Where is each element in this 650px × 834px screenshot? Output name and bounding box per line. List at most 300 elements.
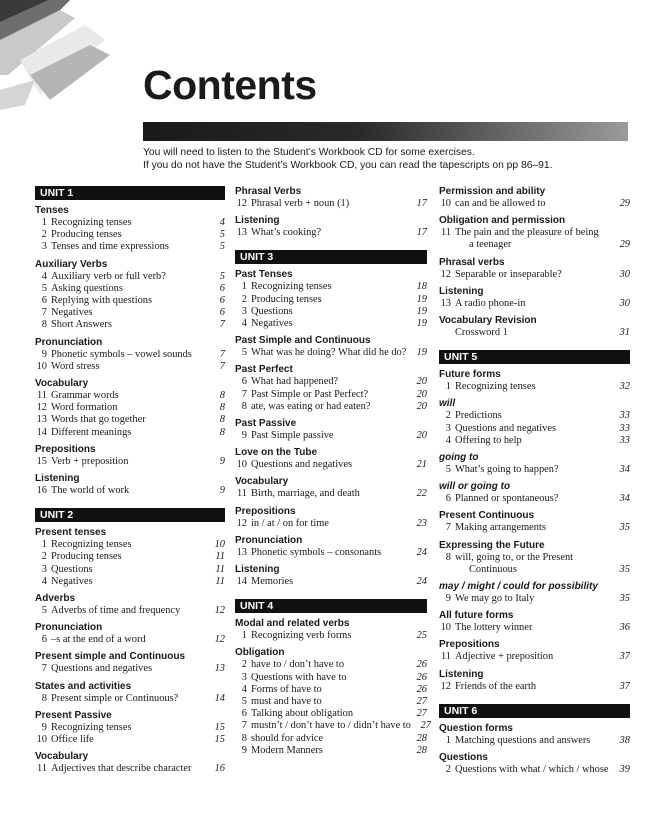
section-heading: Prepositions: [439, 639, 500, 651]
entry-title-line: The lottery winner: [455, 622, 533, 634]
toc-entry[interactable]: [35, 564, 225, 576]
entry-page-number: 5: [219, 229, 225, 241]
entry-number: 2: [445, 410, 451, 422]
toc-section: [439, 398, 630, 447]
toc-section: [35, 751, 225, 775]
entry-number: 7: [241, 720, 247, 732]
entry-page-number: 26: [416, 671, 427, 683]
toc-entry[interactable]: [35, 283, 225, 295]
entry-title: [251, 294, 407, 306]
entry-title-line: Adverbs of time and frequency: [51, 605, 181, 617]
entry-title: [251, 401, 407, 413]
entry-title-line: should for advice: [251, 732, 324, 744]
toc-entry[interactable]: [439, 227, 630, 251]
entry-title-line: will, going to, or the Present: [455, 551, 574, 563]
toc-section: [35, 259, 225, 332]
section-heading: Expressing the Future: [439, 539, 545, 551]
entry-page-number: 22: [416, 488, 427, 500]
toc-entry[interactable]: [35, 427, 225, 439]
toc-entry[interactable]: [439, 198, 630, 210]
entry-number: 9: [445, 593, 451, 605]
section-heading: Future forms: [439, 369, 501, 381]
entry-title: [251, 733, 407, 745]
intro-text: [143, 146, 552, 172]
entry-title-line: Recognizing tenses: [51, 217, 132, 228]
section-heading: Obligation: [235, 647, 285, 659]
entry-page-number: 37: [619, 680, 630, 692]
entry-title-line: Producing tenses: [51, 551, 122, 563]
toc-section: [35, 444, 225, 468]
entry-title: [455, 464, 610, 476]
entry-title-line: Negatives: [251, 318, 293, 330]
entry-title: [251, 630, 407, 642]
toc-section: [439, 610, 630, 634]
entry-title-line: Grammar words: [51, 390, 119, 402]
entry-number: 12: [440, 680, 451, 692]
entry-title-line: ate, was eating or had eaten?: [251, 400, 371, 412]
toc-section: [439, 669, 630, 693]
entry-page-number: 28: [416, 744, 427, 756]
entry-page-number: 35: [619, 522, 630, 534]
toc-entry[interactable]: [235, 347, 427, 359]
unit-5-header: UNIT 5: [439, 350, 630, 364]
entry-title: [51, 361, 205, 373]
entry-title-line: Questions with what / which / whose: [455, 764, 609, 776]
entry-page-number: 7: [219, 319, 225, 331]
entry-page-number: 33: [619, 410, 630, 422]
entry-page-number: 8: [219, 402, 225, 414]
entry-title: [251, 696, 407, 708]
entry-page-number: 30: [619, 268, 630, 280]
entry-page-number: 25: [416, 630, 427, 642]
unit-4-header: UNIT 4: [235, 599, 427, 613]
section-heading: Present Passive: [35, 709, 112, 721]
toc-entry[interactable]: [235, 318, 427, 330]
entry-title: [51, 693, 205, 705]
toc-entry[interactable]: [235, 708, 427, 720]
entry-title-line: Phonetic symbols – consonants: [251, 546, 382, 558]
toc-entry[interactable]: [235, 659, 427, 671]
toc-section: [439, 452, 630, 476]
entry-number: 8: [241, 732, 247, 744]
entry-number: 2: [41, 551, 47, 563]
entry-number: 4: [241, 318, 247, 330]
entry-number: 7: [41, 307, 47, 319]
entry-title-line: Asking questions: [51, 282, 123, 294]
entry-page-number: 34: [619, 493, 630, 505]
toc-entry[interactable]: [235, 389, 427, 401]
toc-entry[interactable]: [235, 630, 427, 642]
toc-entry[interactable]: [35, 319, 225, 331]
entry-number: 8: [41, 692, 47, 704]
entry-page-number: 10: [214, 539, 225, 551]
toc-entry[interactable]: [439, 269, 630, 281]
section-heading: Listening: [235, 564, 280, 576]
entry-page-number: 37: [619, 651, 630, 663]
entry-number: 9: [41, 348, 47, 360]
entry-title-line: Planned or spontaneous?: [455, 493, 559, 505]
entry-title-line: Continuous: [469, 563, 517, 575]
toc-entry[interactable]: [35, 576, 225, 588]
toc-entry[interactable]: [35, 734, 225, 746]
entry-title: [251, 659, 407, 671]
entry-title-line: Crossword 1: [455, 327, 508, 339]
entry-number: 6: [445, 493, 451, 505]
toc-entry[interactable]: [235, 518, 427, 530]
entry-number: 10: [440, 198, 451, 209]
entry-number: 10: [36, 734, 47, 746]
entry-number: 4: [41, 575, 47, 587]
entry-number: 2: [241, 659, 247, 671]
entry-title-line: Verb + preposition: [51, 455, 129, 467]
entry-title-line: Past Simple or Past Perfect?: [251, 388, 369, 400]
entry-number: 3: [41, 241, 47, 253]
entry-title-line: Negatives: [51, 307, 93, 319]
entry-title: [251, 672, 407, 684]
entry-title: [51, 307, 205, 319]
toc-entry[interactable]: [439, 423, 630, 435]
section-heading: Listening: [439, 285, 484, 297]
entry-title: [455, 651, 610, 663]
entry-title: [51, 734, 205, 746]
entry-page-number: 8: [219, 414, 225, 426]
entry-number: 11: [36, 763, 47, 775]
entry-title: [455, 298, 610, 310]
entry-number: 5: [241, 347, 247, 359]
toc-entry[interactable]: [35, 485, 225, 497]
toc-section: [439, 581, 630, 605]
toc-entry[interactable]: [235, 547, 427, 559]
entry-number: 11: [236, 488, 247, 500]
entry-title-line: Different meanings: [51, 426, 132, 438]
toc-entry[interactable]: [235, 306, 427, 318]
toc-section: [235, 564, 427, 588]
section-heading: Past Passive: [235, 418, 297, 430]
entry-title: [51, 283, 205, 295]
section-heading: Tenses: [35, 205, 69, 216]
entry-title-line: Recognizing tenses: [251, 281, 332, 293]
toc-entry[interactable]: [35, 390, 225, 402]
entry-title-line: Questions and negatives: [51, 663, 152, 675]
entry-page-number: 19: [416, 347, 427, 359]
entry-title: [455, 764, 610, 776]
toc-column-3: [439, 186, 630, 776]
entry-title: [51, 485, 205, 497]
entry-page-number: 24: [416, 546, 427, 558]
entry-title-line: Questions: [251, 305, 293, 317]
entry-number: 13: [36, 414, 47, 426]
entry-page-number: 17: [416, 227, 427, 239]
toc-entry[interactable]: [235, 696, 427, 708]
toc-entry[interactable]: [439, 410, 630, 422]
entry-page-number: 7: [219, 348, 225, 360]
entry-title: [251, 745, 407, 757]
toc-entry[interactable]: [35, 634, 225, 646]
entry-title-line: Questions with have to: [251, 671, 347, 683]
section-heading: Auxiliary Verbs: [35, 258, 108, 270]
entry-title: [51, 456, 205, 468]
toc-section: [439, 639, 630, 663]
entry-number: 5: [41, 605, 47, 617]
toc-entry[interactable]: [235, 488, 427, 500]
entry-title: [251, 430, 407, 442]
entry-title-line: What’s cooking?: [251, 227, 322, 239]
section-heading: Vocabulary: [35, 751, 89, 763]
toc-entry[interactable]: [439, 593, 630, 605]
entry-number: 9: [241, 744, 247, 756]
toc-entry[interactable]: [439, 493, 630, 505]
entry-page-number: 9: [219, 485, 225, 497]
entry-page-number: 12: [214, 634, 225, 646]
toc-entry[interactable]: [35, 414, 225, 426]
entry-title: [251, 576, 407, 588]
toc-entry[interactable]: [235, 281, 427, 293]
toc-entry[interactable]: [35, 229, 225, 241]
entry-title-line: Producing tenses: [51, 229, 122, 241]
section-heading: Past Perfect: [235, 364, 293, 376]
entry-title-line: Word stress: [51, 360, 100, 372]
entry-title: [455, 227, 610, 251]
section-heading: Prepositions: [235, 505, 296, 517]
entry-title: [251, 198, 407, 210]
toc-entry[interactable]: [35, 241, 225, 253]
section-heading: All future forms: [439, 610, 514, 622]
entry-title-line: Phonetic symbols – vowel sounds: [51, 348, 192, 360]
entry-page-number: 19: [416, 305, 427, 317]
entry-page-number: 29: [619, 239, 630, 251]
section-heading: States and activities: [35, 680, 132, 692]
entry-title-line: Birth, marriage, and death: [251, 488, 360, 500]
entry-page-number: 35: [619, 593, 630, 605]
toc-entry[interactable]: [35, 271, 225, 283]
entry-page-number: 21: [416, 459, 427, 471]
entry-number: 3: [41, 563, 47, 575]
toc-section: [35, 205, 225, 254]
entry-page-number: 6: [219, 307, 225, 319]
toc-entry[interactable]: [235, 459, 427, 471]
toc-section: [35, 473, 225, 497]
toc-entry[interactable]: [439, 522, 630, 534]
entry-title: [251, 720, 411, 732]
toc-entry[interactable]: [439, 464, 630, 476]
entry-title: [51, 427, 205, 439]
toc-section: [439, 186, 630, 210]
toc-entry[interactable]: [235, 376, 427, 388]
section-heading: Phrasal verbs: [439, 256, 505, 268]
entry-number: 10: [36, 360, 47, 372]
entry-number: 11: [36, 390, 47, 402]
entry-title: [51, 605, 205, 617]
entry-page-number: 14: [214, 692, 225, 704]
toc-entry[interactable]: [35, 539, 225, 551]
toc-section: [439, 257, 630, 281]
toc-entry[interactable]: [35, 361, 225, 373]
toc-section: [439, 369, 630, 393]
toc-entry[interactable]: [439, 327, 630, 339]
entry-page-number: 24: [416, 576, 427, 588]
entry-title-line: Questions: [51, 563, 93, 575]
entry-page-number: 27: [416, 708, 427, 720]
entry-title-line: Word formation: [51, 402, 118, 414]
entry-title: [251, 708, 407, 720]
entry-page-number: 26: [416, 659, 427, 671]
entry-number: 16: [36, 485, 47, 497]
toc-section: [235, 447, 427, 471]
entry-title-line: Recognizing verb forms: [251, 630, 352, 642]
entry-number: 2: [445, 764, 451, 776]
section-heading: Permission and ability: [439, 186, 546, 197]
toc-entry[interactable]: [235, 576, 427, 588]
entry-title-line: Making arrangements: [455, 522, 546, 534]
unit-3-header: UNIT 3: [235, 250, 427, 264]
entry-title-line: Short Answers: [51, 319, 112, 331]
section-heading: may / might / could for possibility: [439, 581, 598, 593]
entry-title-line: must and have to: [251, 696, 322, 708]
entry-title: [251, 227, 407, 239]
toc-entry[interactable]: [35, 349, 225, 361]
toc-entry[interactable]: [235, 672, 427, 684]
entry-title-line: Recognizing tenses: [455, 381, 536, 393]
section-heading: Listening: [235, 215, 280, 227]
entry-title-line: Negatives: [51, 575, 93, 587]
intro-line: If you do not have the Student’s Workbook CD, you can read the tapescripts on pp 86–91.: [143, 160, 553, 171]
toc-entry[interactable]: [235, 401, 427, 413]
toc-entry[interactable]: [439, 651, 630, 663]
unit-2-header: UNIT 2: [35, 508, 225, 522]
entry-page-number: 20: [416, 430, 427, 442]
entry-page-number: 34: [619, 464, 630, 476]
entry-title-line: Office life: [51, 734, 94, 746]
toc-entry[interactable]: [439, 381, 630, 393]
entry-title-line: Questions and negatives: [251, 459, 352, 471]
toc-entry[interactable]: [35, 693, 225, 705]
entry-title-line: Questions and negatives: [455, 422, 556, 434]
entry-title: [51, 319, 205, 331]
toc-entry[interactable]: [439, 552, 630, 576]
entry-number: 12: [440, 268, 451, 280]
entry-title-line: Auxiliary verb or full verb?: [51, 270, 166, 282]
toc-entry[interactable]: [35, 722, 225, 734]
toc-entry[interactable]: [35, 456, 225, 468]
toc-section: [35, 527, 225, 588]
toc-entry[interactable]: [35, 307, 225, 319]
entry-page-number: 30: [619, 297, 630, 309]
toc-entry[interactable]: [35, 663, 225, 675]
entry-title: [455, 552, 610, 576]
entry-title-line: Separable or inseparable?: [455, 268, 562, 280]
toc-entry[interactable]: [35, 217, 225, 229]
section-heading: Vocabulary: [35, 378, 89, 390]
entry-title-line: Matching questions and answers: [455, 734, 591, 746]
entry-title: [455, 522, 610, 534]
entry-number: 6: [41, 295, 47, 307]
toc-entry[interactable]: [235, 227, 427, 239]
entry-title: [251, 518, 407, 530]
entry-number: 2: [41, 229, 47, 241]
page-title: Contents: [143, 62, 317, 108]
toc-section: [439, 752, 630, 776]
toc-entry[interactable]: [235, 720, 431, 732]
section-heading: Question forms: [439, 722, 513, 734]
entry-title: [51, 390, 205, 402]
toc-section: [235, 647, 431, 757]
toc-section: [35, 710, 225, 746]
toc-section: [35, 651, 225, 675]
section-heading: Present simple and Continuous: [35, 651, 186, 663]
entry-title: [455, 410, 610, 422]
entry-page-number: 6: [219, 282, 225, 294]
entry-page-number: 31: [619, 327, 630, 339]
entry-title: [51, 763, 205, 775]
toc-section: [235, 215, 427, 239]
entry-title: [51, 564, 205, 576]
toc-entry[interactable]: [35, 605, 225, 617]
toc-entry[interactable]: [439, 735, 630, 747]
section-heading: Past Tenses: [235, 269, 293, 281]
entry-title: [51, 241, 205, 253]
toc-entry[interactable]: [235, 684, 427, 696]
toc-entry[interactable]: [439, 681, 630, 693]
entry-page-number: 27: [416, 696, 427, 708]
toc-entry[interactable]: [35, 295, 225, 307]
toc-entry[interactable]: [235, 430, 427, 442]
toc-entry[interactable]: [235, 733, 427, 745]
section-heading: will: [439, 398, 456, 410]
toc-section: [35, 622, 225, 646]
entry-title: [51, 402, 205, 414]
entry-number: 15: [36, 455, 47, 467]
toc-section: [439, 481, 630, 505]
entry-title: [51, 722, 205, 734]
entry-title-line: a teenager: [469, 239, 512, 251]
entry-title-line: –s at the end of a word: [51, 634, 146, 646]
entry-page-number: 11: [215, 563, 225, 575]
entry-number: 9: [41, 721, 47, 733]
toc-entry[interactable]: [235, 745, 427, 757]
toc-entry[interactable]: [235, 198, 427, 210]
toc-column-1: [35, 186, 225, 775]
entry-title-line: Adjectives that describe character: [51, 763, 192, 775]
entry-title-line: Tenses and time expressions: [51, 241, 169, 253]
entry-number: 12: [36, 402, 47, 414]
toc-entry[interactable]: [35, 551, 225, 563]
entry-title-line: Adjective + preposition: [455, 651, 554, 663]
toc-entry[interactable]: [235, 294, 427, 306]
entry-title: [51, 576, 205, 588]
section-heading: Past Simple and Continuous: [235, 335, 371, 347]
entry-page-number: 20: [416, 388, 427, 400]
entry-page-number: 5: [219, 270, 225, 282]
section-heading: will or going to: [439, 481, 511, 493]
toc-entry[interactable]: [439, 764, 630, 776]
entry-title: [455, 198, 610, 210]
entry-number: 11: [440, 227, 451, 239]
entry-number: 6: [41, 634, 47, 646]
entry-page-number: 7: [219, 360, 225, 372]
entry-number: 5: [241, 696, 247, 708]
toc-entry[interactable]: [35, 402, 225, 414]
entry-page-number: 12: [214, 605, 225, 617]
toc-entry[interactable]: [439, 298, 630, 310]
toc-entry[interactable]: [439, 435, 630, 447]
entry-number: 3: [241, 671, 247, 683]
unit-1-header: UNIT 1: [35, 186, 225, 200]
toc-entry[interactable]: [439, 622, 630, 634]
toc-entry[interactable]: [35, 763, 225, 775]
toc-section: [439, 510, 630, 534]
entry-title: [51, 551, 205, 563]
entry-title: [251, 347, 407, 359]
